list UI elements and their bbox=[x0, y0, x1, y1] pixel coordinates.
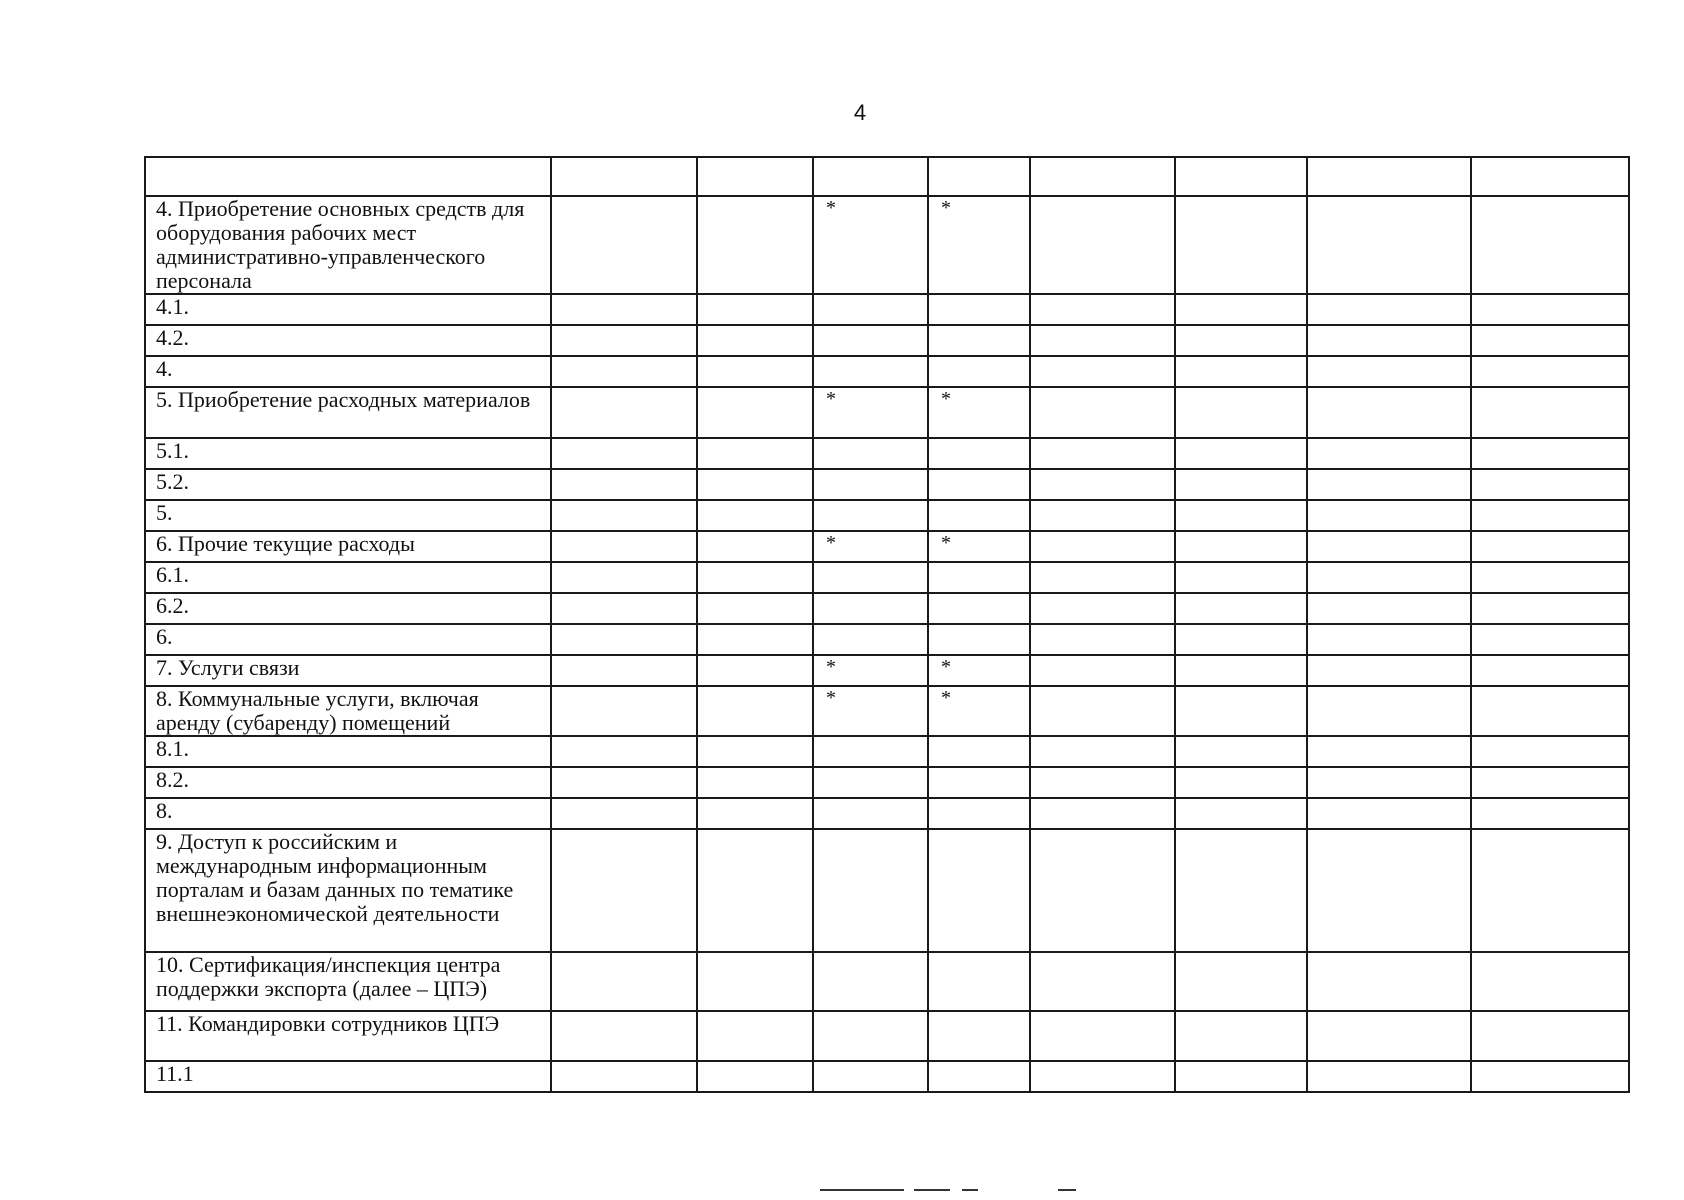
table-cell bbox=[1175, 325, 1307, 356]
table-cell bbox=[697, 624, 813, 655]
table-cell bbox=[697, 798, 813, 829]
table-cell bbox=[697, 562, 813, 593]
table-cell bbox=[1175, 767, 1307, 798]
table-cell bbox=[1030, 767, 1175, 798]
table-cell bbox=[1307, 500, 1471, 531]
table-cell-mark: * bbox=[928, 196, 1030, 294]
table-cell bbox=[1175, 469, 1307, 500]
table-cell-label: 6. Прочие текущие расходы bbox=[145, 531, 551, 562]
table-cell bbox=[697, 767, 813, 798]
table-cell-label: 4. Приобретение основных средств для оборудования рабочих мест административно-управленческого персонала bbox=[145, 196, 551, 294]
table-cell bbox=[1030, 157, 1175, 196]
table-cell bbox=[1307, 1061, 1471, 1092]
table-cell bbox=[697, 952, 813, 1011]
table-cell-label bbox=[145, 157, 551, 196]
table-cell bbox=[813, 736, 928, 767]
table-cell bbox=[1471, 157, 1629, 196]
table-cell bbox=[1030, 438, 1175, 469]
table-row bbox=[145, 1061, 1629, 1092]
table-cell-label: 5.2. bbox=[145, 469, 551, 500]
table-cell bbox=[1030, 655, 1175, 686]
table-cell-label: 8. Коммунальные услуги, включая аренду (субаренду) помещений bbox=[145, 686, 551, 736]
table-row bbox=[145, 500, 1629, 531]
table-cell bbox=[1471, 952, 1629, 1011]
table-cell-mark: * bbox=[813, 686, 928, 736]
table-cell bbox=[1307, 655, 1471, 686]
footer-mark bbox=[1058, 1189, 1076, 1191]
table-cell bbox=[697, 1061, 813, 1092]
table-row bbox=[145, 531, 1629, 562]
table-cell bbox=[1471, 196, 1629, 294]
table-cell bbox=[1030, 736, 1175, 767]
table-cell bbox=[1471, 624, 1629, 655]
table-cell bbox=[1307, 294, 1471, 325]
table-row bbox=[145, 438, 1629, 469]
table-cell bbox=[1471, 469, 1629, 500]
table-cell bbox=[1030, 356, 1175, 387]
table-cell bbox=[928, 294, 1030, 325]
table-cell bbox=[1175, 686, 1307, 736]
table-header-row bbox=[145, 157, 1629, 196]
table-cell-label: 4. bbox=[145, 356, 551, 387]
table-cell bbox=[697, 469, 813, 500]
table-cell bbox=[813, 767, 928, 798]
table-cell bbox=[1471, 829, 1629, 952]
table-cell-mark: * bbox=[928, 686, 1030, 736]
footer-mark bbox=[914, 1189, 950, 1191]
table-row bbox=[145, 952, 1629, 1011]
table-cell bbox=[813, 798, 928, 829]
table-cell bbox=[1175, 531, 1307, 562]
table-cell bbox=[551, 438, 697, 469]
table-cell bbox=[1307, 157, 1471, 196]
table-cell bbox=[697, 686, 813, 736]
table-cell bbox=[697, 325, 813, 356]
table-cell bbox=[551, 686, 697, 736]
table-cell bbox=[928, 325, 1030, 356]
table-cell bbox=[1030, 829, 1175, 952]
table-cell-label: 7. Услуги связи bbox=[145, 655, 551, 686]
table-cell bbox=[1471, 562, 1629, 593]
table-cell bbox=[1307, 829, 1471, 952]
table-cell bbox=[551, 325, 697, 356]
table-cell bbox=[1307, 531, 1471, 562]
table-row bbox=[145, 469, 1629, 500]
page-number: 4 bbox=[853, 100, 867, 125]
table-cell bbox=[551, 624, 697, 655]
table-row bbox=[145, 767, 1629, 798]
table-cell bbox=[1307, 387, 1471, 438]
table-cell bbox=[1471, 531, 1629, 562]
table-cell bbox=[813, 1061, 928, 1092]
table-cell bbox=[551, 500, 697, 531]
table-cell-label: 5. Приобретение расходных материалов bbox=[145, 387, 551, 438]
table-cell-mark: * bbox=[813, 655, 928, 686]
table-cell bbox=[1030, 387, 1175, 438]
table-cell bbox=[1307, 798, 1471, 829]
table-cell bbox=[813, 829, 928, 952]
table-cell bbox=[697, 655, 813, 686]
table-cell bbox=[1030, 624, 1175, 655]
table-cell bbox=[1175, 593, 1307, 624]
table-cell bbox=[928, 157, 1030, 196]
table-cell bbox=[551, 562, 697, 593]
table-cell bbox=[697, 438, 813, 469]
table-cell bbox=[1471, 1011, 1629, 1061]
table-cell-label: 10. Сертификация/инспекция центра поддержки экспорта (далее – ЦПЭ) bbox=[145, 952, 551, 1011]
table-cell bbox=[1307, 593, 1471, 624]
table-cell bbox=[551, 531, 697, 562]
table-cell bbox=[928, 736, 1030, 767]
table-cell bbox=[1307, 1011, 1471, 1061]
table-cell bbox=[1307, 624, 1471, 655]
table-cell bbox=[551, 798, 697, 829]
table-row bbox=[145, 593, 1629, 624]
table-cell bbox=[551, 655, 697, 686]
table-cell bbox=[1307, 736, 1471, 767]
table-cell bbox=[813, 356, 928, 387]
table-cell bbox=[1471, 686, 1629, 736]
table-cell bbox=[697, 829, 813, 952]
table-cell bbox=[1471, 387, 1629, 438]
table-cell bbox=[1030, 1011, 1175, 1061]
table-cell bbox=[1030, 500, 1175, 531]
table-cell bbox=[697, 157, 813, 196]
table-cell bbox=[1471, 767, 1629, 798]
table-cell bbox=[813, 469, 928, 500]
table-cell bbox=[1471, 736, 1629, 767]
table-cell bbox=[1471, 798, 1629, 829]
table-cell bbox=[1175, 1011, 1307, 1061]
table-cell bbox=[1307, 469, 1471, 500]
table-cell bbox=[551, 469, 697, 500]
table-cell-label: 9. Доступ к российским и международным информационным порталам и базам данных по тематике внешнеэкономической деятельности bbox=[145, 829, 551, 952]
table-cell bbox=[928, 593, 1030, 624]
table-cell bbox=[1307, 562, 1471, 593]
table-cell bbox=[928, 469, 1030, 500]
table-cell bbox=[813, 593, 928, 624]
table-cell bbox=[1175, 387, 1307, 438]
table-cell bbox=[1175, 829, 1307, 952]
table-cell bbox=[1030, 469, 1175, 500]
table-cell bbox=[697, 1011, 813, 1061]
table-cell bbox=[1471, 294, 1629, 325]
table-cell bbox=[551, 736, 697, 767]
table-cell bbox=[697, 294, 813, 325]
table-cell bbox=[551, 1011, 697, 1061]
table-cell bbox=[1471, 500, 1629, 531]
table-cell bbox=[551, 593, 697, 624]
table-cell bbox=[813, 438, 928, 469]
table-cell bbox=[813, 624, 928, 655]
table-cell bbox=[928, 624, 1030, 655]
table-cell bbox=[813, 500, 928, 531]
table-cell bbox=[1307, 356, 1471, 387]
table-cell bbox=[928, 356, 1030, 387]
table-cell bbox=[1030, 562, 1175, 593]
table-row bbox=[145, 1011, 1629, 1061]
table-cell bbox=[928, 829, 1030, 952]
table-cell bbox=[697, 196, 813, 294]
table-cell-label: 11. Командировки сотрудников ЦПЭ bbox=[145, 1011, 551, 1061]
table-cell bbox=[1307, 196, 1471, 294]
footer-marks bbox=[820, 1189, 1080, 1191]
table-cell-label: 8.2. bbox=[145, 767, 551, 798]
table-cell bbox=[551, 767, 697, 798]
table-cell bbox=[1030, 1061, 1175, 1092]
table-cell bbox=[551, 387, 697, 438]
table-cell bbox=[697, 500, 813, 531]
table-row bbox=[145, 325, 1629, 356]
table-cell bbox=[1307, 767, 1471, 798]
table-cell bbox=[1175, 500, 1307, 531]
table-row bbox=[145, 829, 1629, 952]
table-cell-mark: * bbox=[813, 196, 928, 294]
table-cell bbox=[928, 767, 1030, 798]
table-cell bbox=[1471, 438, 1629, 469]
table-cell-label: 8. bbox=[145, 798, 551, 829]
table-row bbox=[145, 562, 1629, 593]
table-cell bbox=[551, 294, 697, 325]
table-cell bbox=[1175, 438, 1307, 469]
table-cell bbox=[1307, 325, 1471, 356]
table-cell bbox=[1175, 736, 1307, 767]
table-row bbox=[145, 387, 1629, 438]
table-cell bbox=[1175, 798, 1307, 829]
table-cell-mark: * bbox=[813, 531, 928, 562]
table-cell bbox=[813, 562, 928, 593]
table-row bbox=[145, 736, 1629, 767]
table-cell bbox=[813, 1011, 928, 1061]
table-cell-label: 6.2. bbox=[145, 593, 551, 624]
table-cell-label: 4.2. bbox=[145, 325, 551, 356]
table-cell bbox=[1307, 686, 1471, 736]
table-cell bbox=[1030, 196, 1175, 294]
table-cell bbox=[551, 1061, 697, 1092]
table-cell bbox=[1030, 686, 1175, 736]
table-cell bbox=[1307, 952, 1471, 1011]
table-cell bbox=[1175, 196, 1307, 294]
table-cell bbox=[1175, 655, 1307, 686]
table-cell-label: 8.1. bbox=[145, 736, 551, 767]
table-cell bbox=[928, 1061, 1030, 1092]
table-row bbox=[145, 294, 1629, 325]
table-cell bbox=[697, 356, 813, 387]
table-row bbox=[145, 798, 1629, 829]
table-cell bbox=[551, 952, 697, 1011]
table-row bbox=[145, 686, 1629, 736]
table-cell-mark: * bbox=[928, 655, 1030, 686]
table-cell bbox=[1175, 624, 1307, 655]
table-cell bbox=[1175, 1061, 1307, 1092]
table-cell bbox=[1030, 531, 1175, 562]
table-cell bbox=[551, 196, 697, 294]
table-cell bbox=[928, 1011, 1030, 1061]
table-cell bbox=[697, 531, 813, 562]
table-cell bbox=[1175, 157, 1307, 196]
table-cell-label: 5.1. bbox=[145, 438, 551, 469]
table-cell bbox=[1175, 562, 1307, 593]
table-cell bbox=[928, 798, 1030, 829]
table-row bbox=[145, 356, 1629, 387]
table-cell-label: 4.1. bbox=[145, 294, 551, 325]
table-cell bbox=[697, 736, 813, 767]
table-cell bbox=[1471, 593, 1629, 624]
table-cell bbox=[551, 157, 697, 196]
table-cell bbox=[1030, 952, 1175, 1011]
table-cell bbox=[813, 952, 928, 1011]
table-cell bbox=[1030, 325, 1175, 356]
table-cell bbox=[551, 829, 697, 952]
table-cell bbox=[1307, 438, 1471, 469]
budget-table bbox=[144, 156, 1630, 1093]
table-cell bbox=[813, 325, 928, 356]
table-cell-mark: * bbox=[928, 387, 1030, 438]
table-cell bbox=[1175, 294, 1307, 325]
table-cell bbox=[813, 294, 928, 325]
table-cell-label: 6.1. bbox=[145, 562, 551, 593]
table-cell bbox=[1471, 356, 1629, 387]
footer-mark bbox=[820, 1189, 904, 1191]
table-row bbox=[145, 196, 1629, 294]
table-cell bbox=[697, 593, 813, 624]
table-cell bbox=[1175, 952, 1307, 1011]
table-cell-label: 6. bbox=[145, 624, 551, 655]
table-row bbox=[145, 655, 1629, 686]
table-cell bbox=[1471, 655, 1629, 686]
table-cell bbox=[1175, 356, 1307, 387]
table-cell bbox=[1030, 593, 1175, 624]
table-cell bbox=[1030, 798, 1175, 829]
table-cell-mark: * bbox=[813, 387, 928, 438]
table-cell bbox=[1471, 325, 1629, 356]
table-row bbox=[145, 624, 1629, 655]
table-cell bbox=[1030, 294, 1175, 325]
table-cell bbox=[928, 952, 1030, 1011]
table-cell-label: 5. bbox=[145, 500, 551, 531]
table-cell bbox=[813, 157, 928, 196]
table-cell-mark: * bbox=[928, 531, 1030, 562]
table-cell bbox=[551, 356, 697, 387]
table-cell bbox=[928, 500, 1030, 531]
table-cell-label: 11.1 bbox=[145, 1061, 551, 1092]
table-cell bbox=[928, 562, 1030, 593]
table-cell bbox=[697, 387, 813, 438]
table-cell bbox=[1471, 1061, 1629, 1092]
footer-mark bbox=[962, 1189, 978, 1191]
table-cell bbox=[928, 438, 1030, 469]
